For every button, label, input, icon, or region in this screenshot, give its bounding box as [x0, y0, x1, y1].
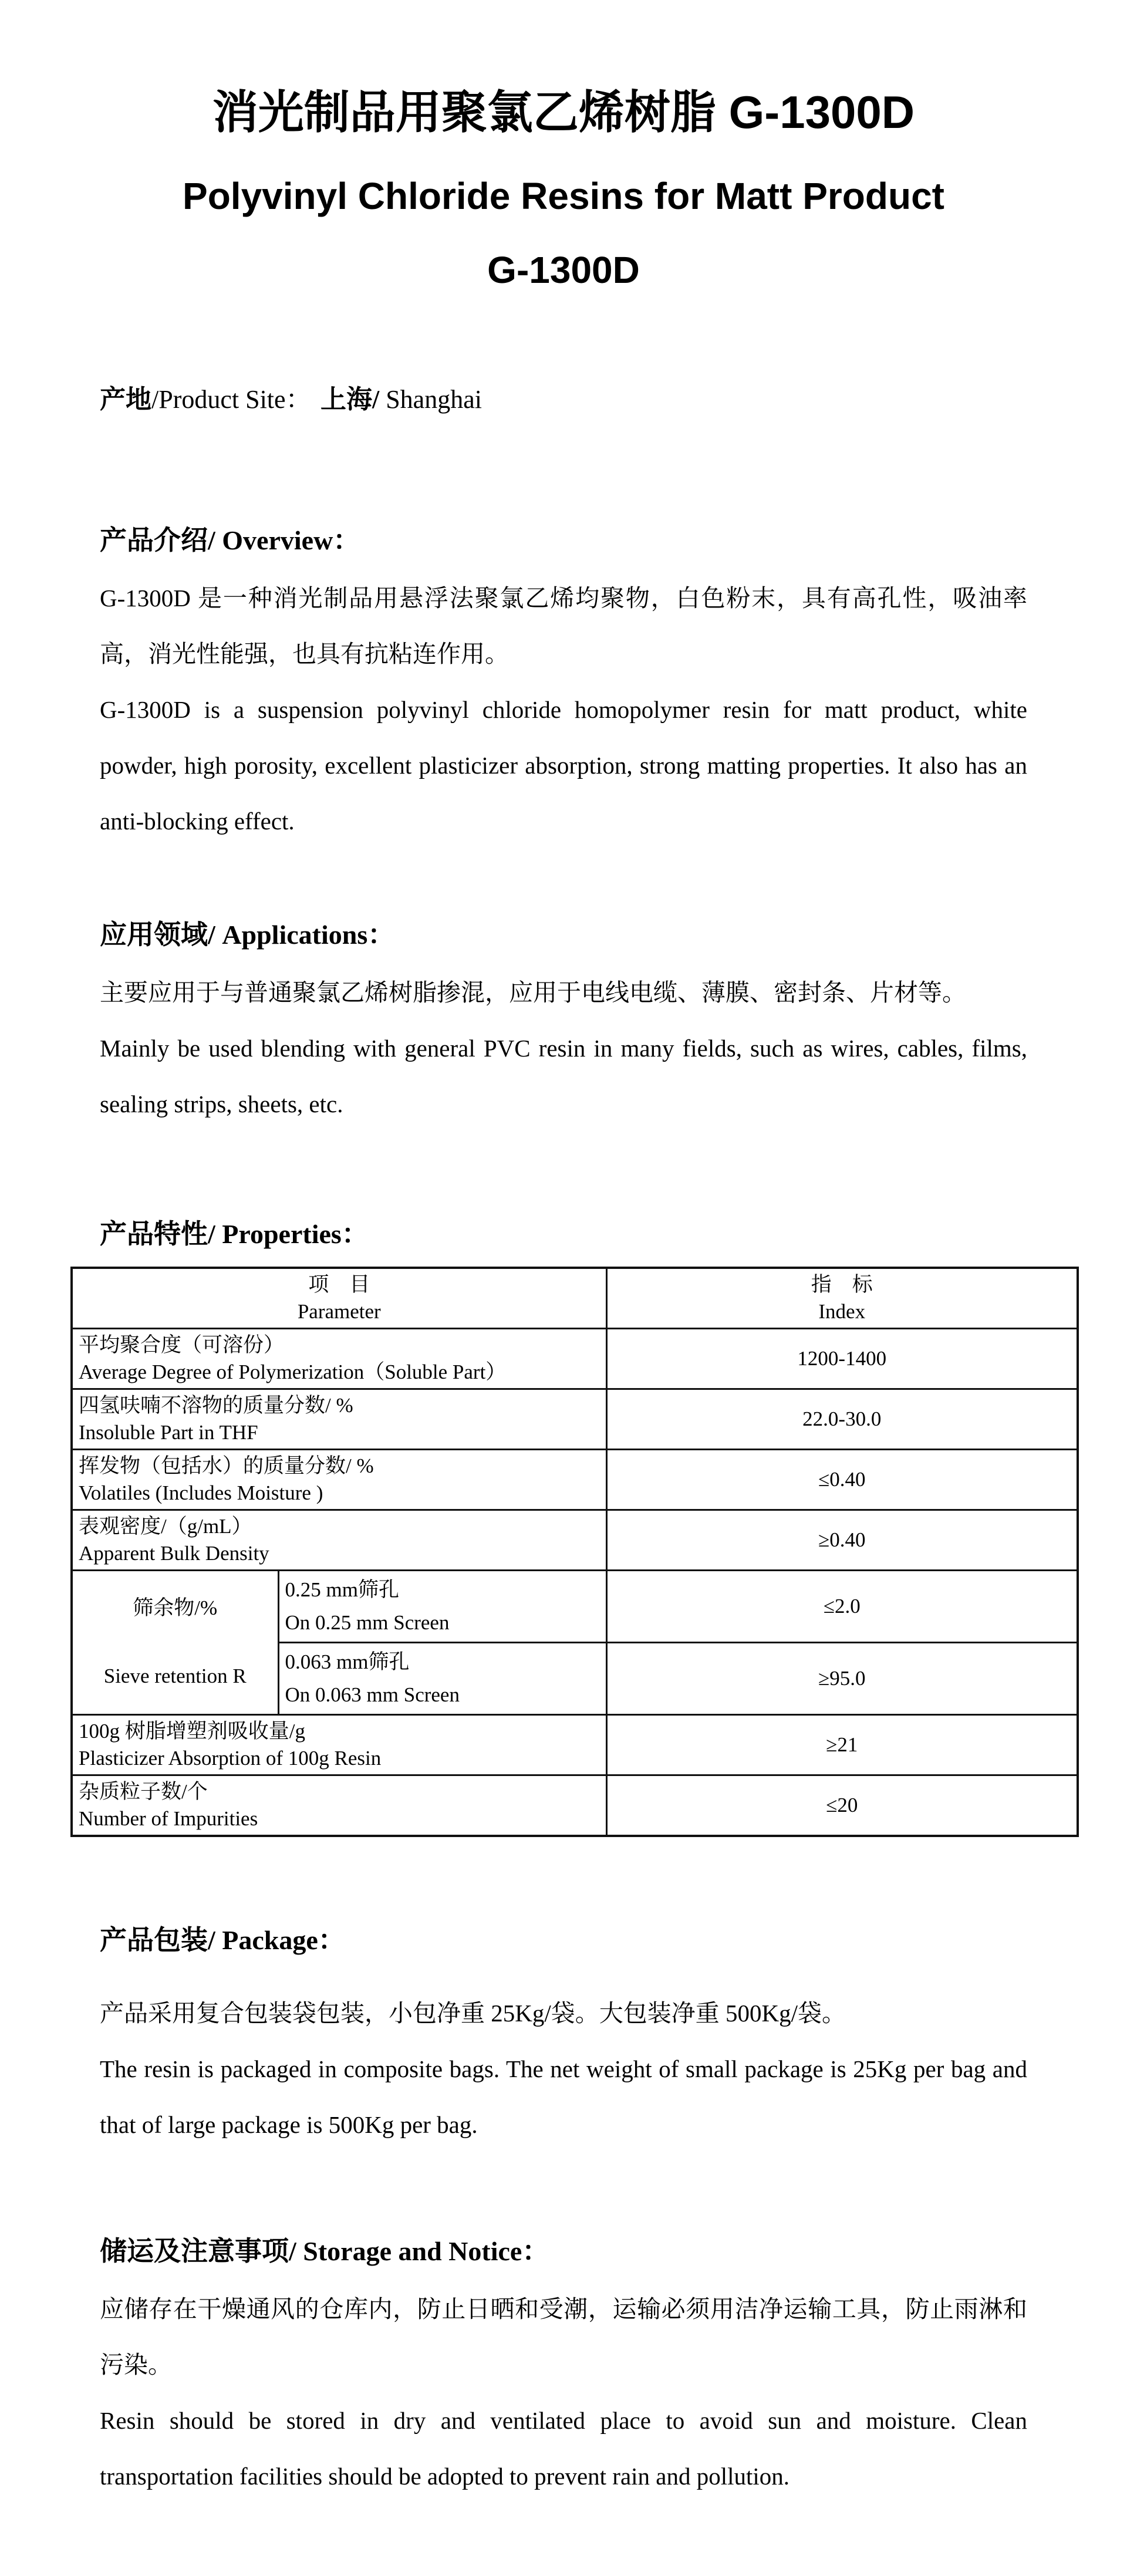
param-cell-insoluble-thf — [72, 1389, 606, 1449]
applications-body — [100, 965, 1027, 1132]
param-cell-volatiles — [72, 1449, 606, 1510]
overview-body — [100, 570, 1027, 849]
param-en: Volatiles (Includes Moisture ) — [79, 1481, 323, 1504]
param-cn: 0.063 mm筛孔 — [285, 1650, 410, 1673]
sieve-label-en: Sieve retention R — [103, 1665, 247, 1688]
table-row — [72, 1714, 1078, 1775]
product-site-value-en: Shanghai — [379, 385, 482, 414]
param-cn: 表观密度/（g/mL） — [79, 1514, 252, 1538]
param-cell-impurities — [72, 1775, 606, 1836]
value-cell: 22.0-30.0 — [606, 1389, 1078, 1449]
sieve-label-cn: 筛余物/% — [133, 1596, 218, 1620]
package-heading: 产品包装/ Package： — [100, 1925, 345, 1955]
applications-heading: 应用领域/ Applications： — [100, 920, 395, 950]
header-parameter-en: Parameter — [297, 1299, 381, 1323]
value-cell: ≤0.40 — [606, 1449, 1078, 1510]
value-cell: 1200-1400 — [606, 1328, 1078, 1389]
document-title-english-line2: G-1300D — [487, 249, 640, 291]
storage-heading: 储运及注意事项/ Storage and Notice： — [100, 2236, 549, 2266]
table-row-sieve-1 — [72, 1570, 1078, 1642]
table-row — [72, 1510, 1078, 1570]
overview-paragraph-en: G-1300D is a suspension polyvinyl chloride homopolymer resin for matt product, white powder, high porosity, excellent plasticizer absorption, strong matting properties. It also has an anti-blocking effect. — [100, 696, 1027, 835]
table-row — [72, 1775, 1078, 1836]
value-cell: ≥0.40 — [606, 1510, 1078, 1570]
product-site-line — [100, 383, 1027, 416]
param-cell-screen-0063 — [278, 1642, 606, 1714]
product-site-label-en: /Product Site： — [151, 385, 312, 414]
properties-heading: 产品特性/ Properties： — [100, 1218, 369, 1249]
properties-table — [70, 1267, 1079, 1837]
product-site-value-cn: 上海/ — [320, 385, 380, 414]
table-row — [72, 1389, 1078, 1449]
param-cn: 平均聚合度（可溶份） — [79, 1333, 285, 1356]
header-index-en: Index — [818, 1299, 866, 1323]
param-en: Apparent Bulk Density — [79, 1541, 269, 1565]
header-index-cn: 指 标 — [811, 1272, 873, 1296]
param-en: On 0.063 mm Screen — [285, 1683, 460, 1706]
param-en: Number of Impurities — [79, 1807, 258, 1830]
param-cell-plasticizer-absorption — [72, 1714, 606, 1775]
param-cell-bulk-density — [72, 1510, 606, 1570]
param-cn: 挥发物（包括水）的质量分数/ % — [79, 1454, 374, 1477]
document-title-chinese: 消光制品用聚氯乙烯树脂 G-1300D — [212, 86, 915, 138]
param-cell-screen-025 — [278, 1570, 606, 1642]
storage-paragraph-en: Resin should be stored in dry and ventilated place to avoid sun and moisture. Clean transportation facilities should be adopted to prevent rain and pollution. — [100, 2406, 1027, 2490]
param-en: Average Degree of Polymerization（Soluble Part） — [79, 1360, 507, 1383]
param-en: Plasticizer Absorption of 100g Resin — [79, 1746, 382, 1770]
overview-paragraph-cn: G-1300D 是一种消光制品用悬浮法聚氯乙烯均聚物，白色粉末，具有高孔性，吸油率高，消光性能强，也具有抗粘连作用。 — [100, 585, 1027, 668]
header-cell-index — [606, 1268, 1078, 1329]
value-cell: ≥21 — [606, 1714, 1078, 1775]
storage-paragraph-cn: 应储存在干燥通风的仓库内，防止日晒和受潮，运输必须用洁净运输工具，防止雨淋和污染。 — [100, 2295, 1027, 2378]
param-en: On 0.25 mm Screen — [285, 1611, 450, 1634]
header-parameter-cn: 项 目 — [308, 1272, 370, 1296]
value-cell: ≤20 — [606, 1775, 1078, 1836]
table-header-row — [72, 1268, 1078, 1329]
package-body — [100, 1986, 1027, 2153]
product-site-label-cn: 产地 — [100, 385, 151, 414]
value-cell: ≥95.0 — [606, 1642, 1078, 1714]
param-cn: 杂质粒子数/个 — [79, 1780, 208, 1803]
param-cell-polymerization — [72, 1328, 606, 1389]
param-cell-sieve-retention — [72, 1570, 278, 1714]
package-paragraph-en: The resin is packaged in composite bags. The net weight of small package is 25Kg per bag and that of large package is 500Kg per bag. — [100, 2055, 1027, 2138]
applications-paragraph-en: Mainly be used blending with general PVC resin in many fields, such as wires, cables, films, sealing strips, sheets, etc. — [100, 1034, 1027, 1117]
document-title-english-line1: Polyvinyl Chloride Resins for Matt Product — [183, 175, 944, 217]
applications-paragraph-cn: 主要应用于与普通聚氯乙烯树脂掺混，应用于电线电缆、薄膜、密封条、片材等。 — [100, 978, 966, 1006]
package-paragraph-cn: 产品采用复合包装袋包装，小包净重 25Kg/袋。大包装净重 500Kg/袋。 — [100, 1999, 846, 2027]
overview-heading: 产品介绍/ Overview： — [100, 525, 360, 556]
param-en: Insoluble Part in THF — [79, 1420, 258, 1444]
table-row — [72, 1449, 1078, 1510]
param-cn: 100g 树脂增塑剂吸收量/g — [79, 1719, 305, 1743]
storage-body — [100, 2281, 1027, 2504]
header-cell-parameter — [72, 1268, 606, 1329]
param-cn: 0.25 mm筛孔 — [285, 1578, 399, 1601]
table-row — [72, 1328, 1078, 1389]
param-cn: 四氢呋喃不溶物的质量分数/ % — [79, 1393, 353, 1417]
value-cell: ≤2.0 — [606, 1570, 1078, 1642]
